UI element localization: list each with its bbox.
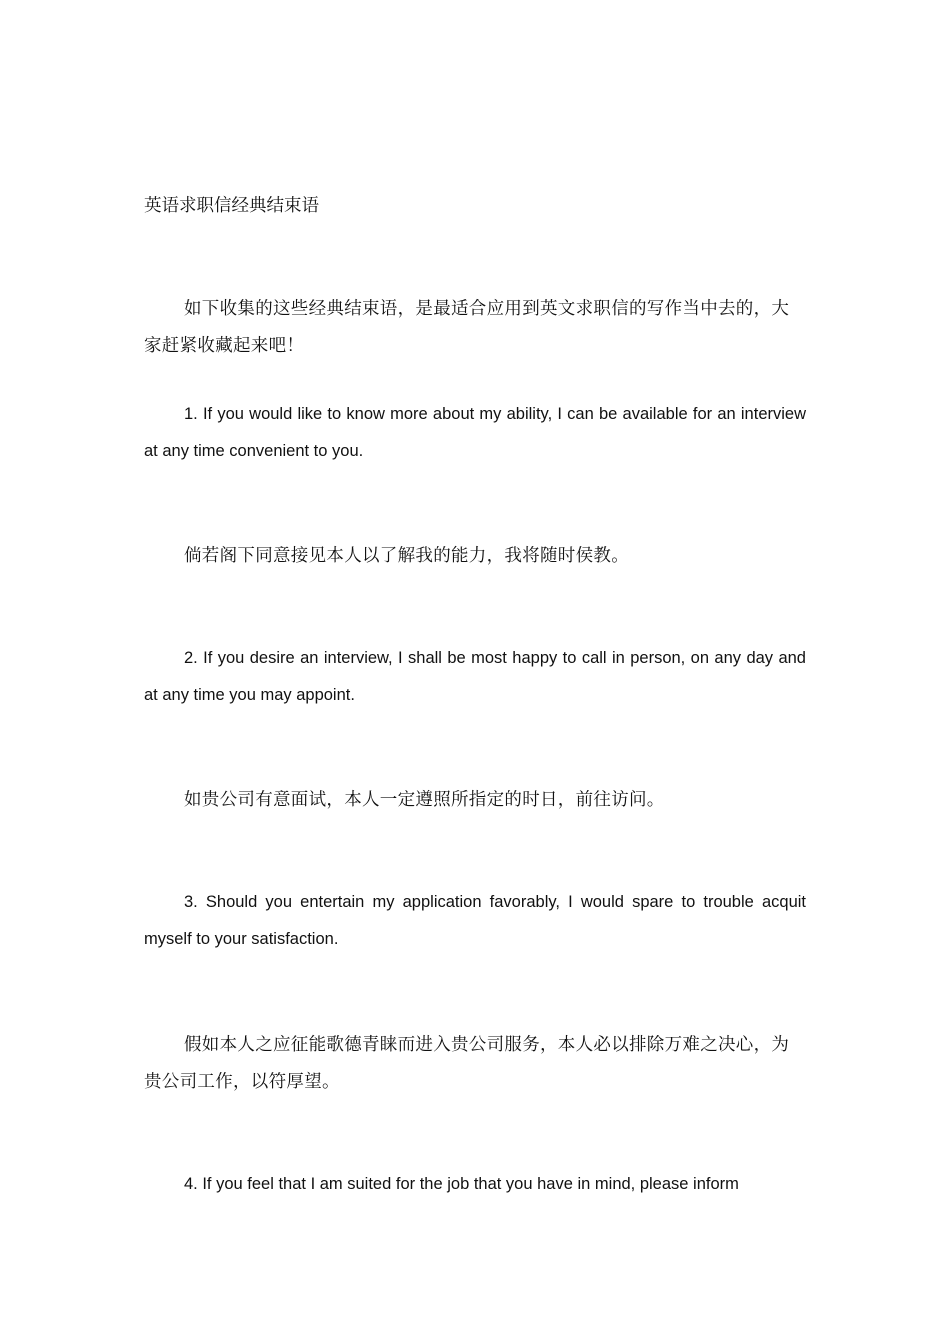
item-2-english: 2. If you desire an interview, I shall be most happy to call in person, on any day and at any time you may appoint.: [144, 649, 806, 704]
item-1-english: 1. If you would like to know more about my ability, I can be available for an interview at any time convenient to you.: [144, 405, 806, 460]
intro-paragraph: 如下收集的这些经典结束语，是最适合应用到英文求职信的写作当中去的，大家赶紧收藏起来吧！: [144, 299, 790, 356]
item-3-english: 3. Should you entertain my application favorably, I would spare to trouble acquit myself to your satisfaction.: [144, 893, 806, 948]
item-3-chinese: 假如本人之应征能歌德青睐而进入贵公司服务，本人必以排除万难之决心，为贵公司工作，以符厚望。: [144, 1035, 790, 1092]
item-1-chinese: 倘若阁下同意接见本人以了解我的能力，我将随时侯教。: [184, 546, 629, 566]
document-title: 英语求职信经典结束语: [144, 196, 319, 216]
item-4-english: 4. If you feel that I am suited for the job that you have in mind, please inform: [184, 1175, 739, 1193]
item-2-chinese: 如贵公司有意面试，本人一定遵照所指定的时日，前往访问。: [184, 790, 665, 810]
